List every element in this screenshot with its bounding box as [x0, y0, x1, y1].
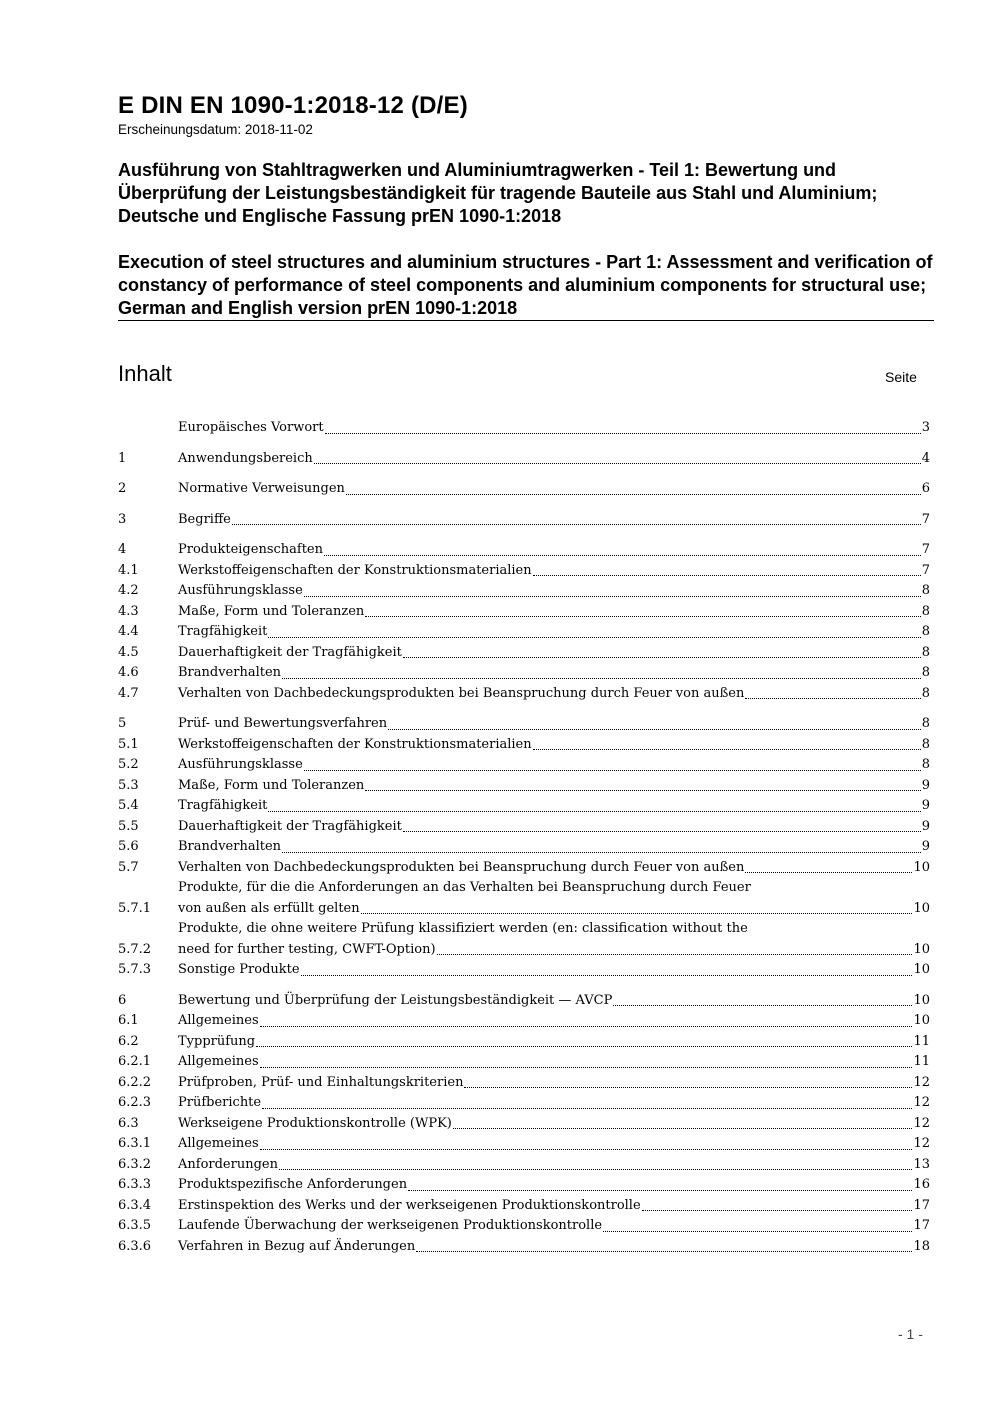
toc-entry-title: Prüf- und Bewertungsverfahren [178, 716, 388, 731]
toc-entry[interactable] [118, 796, 930, 817]
toc-entry-title: Brandverhalten [178, 665, 282, 680]
toc-dot-leader [260, 1067, 913, 1068]
toc-entry-page: 7 [921, 562, 930, 578]
toc-entry[interactable] [118, 991, 930, 1012]
toc-entry[interactable] [118, 837, 930, 858]
toc-entry-number: 6.3.6 [118, 1238, 152, 1254]
toc-page-column-label: Seite [885, 369, 917, 385]
toc-entry[interactable] [118, 858, 930, 879]
toc-entry[interactable] [118, 643, 930, 664]
toc-entry-number: 6.1 [118, 1013, 139, 1028]
title-english: Execution of steel structures and aluminium structures - Part 1: Assessment and verification of constancy of performance of steel components and aluminium components for structural use; German and English version prEN 1090-1:2018 [118, 252, 933, 318]
toc-entry-number: 6.3.2 [118, 1156, 152, 1172]
toc-entry-title-block [178, 663, 922, 684]
toc-dot-leader [408, 1190, 912, 1191]
toc-entry-title: Sonstige Produkte [178, 962, 300, 977]
toc-entry-page: 8 [921, 583, 930, 598]
toc-entry-title-continued: von außen als erfüllt gelten [178, 900, 360, 916]
toc-dot-leader [464, 1087, 912, 1088]
toc-entry-title: Normative Verweisungen [178, 481, 345, 496]
toc-entry-title-block [178, 1052, 913, 1073]
toc-dot-leader [282, 852, 921, 853]
toc-entry-page: 3 [921, 420, 930, 435]
toc-entry-page: 8 [921, 624, 930, 639]
page-number: - 1 - [898, 1326, 923, 1342]
toc-entry-number: 6.3 [118, 1115, 139, 1131]
toc-entry-title-block [178, 1011, 913, 1032]
toc-entry-title-block [178, 919, 913, 960]
toc-entry[interactable] [118, 622, 930, 643]
toc-entry-title: Erstinspektion des Werks und der werkseigenen Produktionskontrolle [178, 1197, 641, 1213]
toc-entry-number: 6.2.3 [118, 1095, 152, 1110]
toc-entry-title-block [178, 1237, 913, 1258]
table-of-contents [118, 418, 930, 1257]
toc-entry-page: 7 [921, 511, 930, 527]
toc-entry-title-continued: need for further testing, CWFT-Option) [178, 941, 436, 957]
toc-entry-page: 17 [913, 1197, 930, 1213]
toc-entry-number: 3 [118, 511, 127, 527]
toc-dot-leader [642, 1210, 913, 1211]
toc-dot-leader [533, 575, 921, 576]
toc-dot-leader [279, 1169, 912, 1170]
toc-entry-page: 10 [913, 859, 930, 875]
toc-entry-title-block [178, 755, 922, 776]
toc-entry-title-block [178, 1093, 913, 1114]
toc-entry[interactable] [118, 919, 930, 960]
toc-entry-title: Maße, Form und Toleranzen [178, 777, 365, 793]
toc-entry-page: 10 [913, 900, 930, 916]
toc-entry[interactable] [118, 755, 930, 776]
toc-entry-number: 5.7.3 [118, 962, 152, 977]
toc-entry-page: 7 [921, 542, 930, 557]
toc-entry-title: Prüfberichte [178, 1095, 262, 1110]
toc-entry-title: Werkseigene Produktionskontrolle (WPK) [178, 1115, 452, 1131]
toc-entry-title: Begriffe [178, 511, 231, 527]
toc-entry[interactable] [118, 1155, 930, 1176]
toc-dot-leader [403, 831, 921, 832]
toc-entry[interactable] [118, 1073, 930, 1094]
toc-entry-page: 13 [913, 1156, 930, 1172]
toc-entry-page: 9 [921, 777, 930, 793]
toc-entry-title-block [178, 837, 922, 858]
toc-entry-number: 6.3.3 [118, 1177, 152, 1192]
toc-entry-title: Typprüfung [178, 1033, 256, 1049]
toc-entry-title: Allgemeines [178, 1013, 259, 1028]
toc-entry-title-block [178, 817, 922, 838]
toc-entry-page: 12 [913, 1115, 930, 1131]
toc-dot-leader [346, 494, 921, 495]
toc-entry-page: 12 [913, 1136, 930, 1151]
toc-entry-title: Maße, Form und Toleranzen [178, 603, 365, 619]
toc-entry-title: Dauerhaftigkeit der Tragfähigkeit [178, 818, 402, 834]
toc-entry-number: 5.5 [118, 818, 139, 834]
toc-entry-title: Allgemeines [178, 1054, 259, 1069]
toc-dot-leader [437, 954, 913, 955]
toc-dot-leader [260, 1026, 913, 1027]
toc-entry-title-block [178, 479, 922, 500]
toc-entry-title: Tragfähigkeit [178, 624, 268, 639]
toc-entry[interactable] [118, 1114, 930, 1135]
toc-entry-title: Ausführungsklasse [178, 757, 303, 772]
toc-entry-title: Anwendungsbereich [178, 450, 313, 466]
toc-dot-leader [361, 913, 913, 914]
toc-entry[interactable] [118, 449, 930, 470]
toc-entry-number: 4.4 [118, 624, 139, 639]
toc-entry-page: 8 [921, 716, 930, 731]
toc-entry[interactable] [118, 1237, 930, 1258]
toc-entry[interactable] [118, 684, 930, 705]
toc-entry-page: 8 [921, 665, 930, 680]
toc-entry[interactable] [118, 735, 930, 756]
toc-dot-leader [453, 1128, 913, 1129]
toc-dot-leader [256, 1046, 912, 1047]
toc-dot-leader [260, 1149, 913, 1150]
toc-entry-title: Dauerhaftigkeit der Tragfähigkeit [178, 644, 402, 660]
toc-entry-title-block [178, 418, 922, 439]
toc-entry-page: 11 [913, 1033, 930, 1049]
toc-dot-leader [324, 555, 921, 556]
toc-dot-leader [403, 657, 921, 658]
toc-entry-number: 6.3.1 [118, 1136, 152, 1151]
toc-entry-number: 5.7.1 [118, 900, 152, 916]
toc-dot-leader [232, 524, 921, 525]
toc-dot-leader [304, 596, 921, 597]
toc-entry[interactable] [118, 714, 930, 735]
toc-entry-title-block [178, 878, 913, 919]
toc-entry-number: 1 [118, 450, 127, 466]
toc-dot-leader [304, 770, 921, 771]
toc-entry-title: Verfahren in Bezug auf Änderungen [178, 1238, 416, 1254]
toc-entry-title-block [178, 1073, 913, 1094]
toc-entry-title-block [178, 858, 913, 879]
toc-entry-number: 2 [118, 481, 127, 496]
toc-entry-title-block [178, 1155, 913, 1176]
toc-entry[interactable] [118, 878, 930, 919]
toc-entry-title-block [178, 449, 922, 470]
toc-entry-number: 4.5 [118, 644, 139, 660]
toc-entry-page: 11 [913, 1054, 930, 1069]
toc-dot-leader [745, 872, 912, 873]
toc-entry-page: 10 [913, 941, 930, 957]
toc-entry-page: 8 [921, 644, 930, 660]
toc-entry-number: 5.7 [118, 859, 139, 875]
toc-entry-number: 6.2 [118, 1033, 139, 1049]
toc-dot-leader [533, 749, 921, 750]
toc-entry-page: 18 [913, 1238, 930, 1254]
toc-entry-title: Tragfähigkeit [178, 798, 268, 813]
toc-entry-title-block [178, 510, 922, 531]
toc-entry[interactable] [118, 510, 930, 531]
toc-entry-page: 10 [913, 962, 930, 977]
toc-entry-number: 6.3.4 [118, 1197, 152, 1213]
toc-entry[interactable] [118, 1216, 930, 1237]
document-code: E DIN EN 1090-1:2018-12 (D/E) [118, 92, 468, 119]
toc-entry[interactable] [118, 540, 930, 561]
toc-entry-page: 9 [921, 839, 930, 854]
toc-entry-number: 5.1 [118, 736, 139, 752]
toc-entry-title: Anforderungen [178, 1156, 278, 1172]
toc-entry-title-block [178, 602, 922, 623]
toc-entry-title-block [178, 540, 922, 561]
toc-dot-leader [613, 1005, 912, 1006]
toc-entry-number: 5.6 [118, 839, 139, 854]
toc-entry-page: 6 [921, 481, 930, 496]
toc-entry-title-block [178, 1196, 913, 1217]
toc-entry-title: Produktspezifische Anforderungen [178, 1177, 408, 1192]
toc-entry-number: 6.2.2 [118, 1074, 152, 1090]
toc-dot-leader [262, 1108, 912, 1109]
toc-entry[interactable] [118, 479, 930, 500]
toc-entry[interactable] [118, 561, 930, 582]
toc-entry-title: Verhalten von Dachbedeckungsprodukten bei Beanspruchung durch Feuer von außen [178, 685, 745, 701]
toc-entry-title-block [178, 1175, 913, 1196]
toc-entry-title: Bewertung und Überprüfung der Leistungsbeständigkeit — AVCP [178, 992, 613, 1008]
toc-entry-title-block [178, 1216, 913, 1237]
toc-entry-title-block [178, 643, 922, 664]
toc-entry[interactable] [118, 418, 930, 439]
toc-entry-title-block [178, 581, 922, 602]
toc-entry-page: 12 [913, 1095, 930, 1110]
toc-entry-title-block [178, 561, 922, 582]
toc-entry[interactable] [118, 581, 930, 602]
toc-entry-page: 9 [921, 818, 930, 834]
toc-entry-title: Werkstoffeigenschaften der Konstruktionsmaterialien [178, 736, 532, 752]
toc-entry-title: Produkte, für die die Anforderungen an das Verhalten bei Beanspruchung durch Feuer [178, 880, 751, 895]
toc-heading: Inhalt [118, 361, 172, 386]
toc-entry-title: Produkteigenschaften [178, 542, 323, 557]
toc-entry-title-block [178, 991, 913, 1012]
toc-dot-leader [325, 433, 921, 434]
toc-entry-title-block [178, 714, 922, 735]
toc-entry[interactable] [118, 1134, 930, 1155]
toc-entry-title: Allgemeines [178, 1136, 259, 1151]
toc-dot-leader [365, 616, 920, 617]
toc-entry[interactable] [118, 663, 930, 684]
toc-entry-page: 8 [921, 757, 930, 772]
toc-entry-number: 5.3 [118, 777, 139, 793]
toc-entry-title: Ausführungsklasse [178, 583, 303, 598]
title-german: Ausführung von Stahltragwerken und Aluminiumtragwerken - Teil 1: Bewertung und Überprüfung der Leistungsbeständigkeit für tragende Bauteile aus Stahl und Aluminium; Deutsche und Englische Fassung prEN 1090-1:2018 [118, 160, 878, 226]
publication-date: Erscheinungsdatum: 2018-11-02 [118, 122, 313, 137]
toc-entry-number: 5.4 [118, 798, 139, 813]
toc-entry[interactable] [118, 1175, 930, 1196]
toc-entry-page: 17 [913, 1218, 930, 1233]
toc-entry-title-block [178, 622, 922, 643]
toc-entry-number: 4.7 [118, 685, 139, 701]
toc-entry-title-block [178, 1032, 913, 1053]
toc-entry[interactable] [118, 1011, 930, 1032]
toc-entry-title: Verhalten von Dachbedeckungsprodukten bei Beanspruchung durch Feuer von außen [178, 859, 745, 875]
toc-entry-page: 8 [921, 603, 930, 619]
toc-entry-title: Brandverhalten [178, 839, 282, 854]
toc-entry-number: 4.1 [118, 562, 139, 578]
toc-entry-title: Laufende Überwachung der werkseigenen Produktionskontrolle [178, 1218, 603, 1233]
toc-entry-number: 4 [118, 542, 127, 557]
toc-entry[interactable] [118, 1196, 930, 1217]
toc-entry-page: 8 [921, 685, 930, 701]
toc-entry-title-block [178, 684, 922, 705]
toc-entry-page: 10 [913, 1013, 930, 1028]
toc-entry-number: 6.2.1 [118, 1054, 152, 1069]
toc-dot-leader [282, 678, 921, 679]
toc-entry-number: 5.2 [118, 757, 139, 772]
toc-dot-leader [745, 698, 920, 699]
toc-dot-leader [416, 1251, 912, 1252]
toc-entry[interactable] [118, 960, 930, 981]
toc-dot-leader [365, 790, 920, 791]
toc-dot-leader [388, 729, 921, 730]
toc-entry-number: 6.3.5 [118, 1218, 152, 1233]
toc-entry[interactable] [118, 602, 930, 623]
toc-dot-leader [268, 811, 920, 812]
toc-entry[interactable] [118, 776, 930, 797]
toc-entry-page: 10 [913, 992, 930, 1008]
toc-entry-number: 6 [118, 992, 127, 1008]
toc-entry-title-block [178, 735, 922, 756]
toc-entry[interactable] [118, 817, 930, 838]
toc-entry-number: 4.2 [118, 583, 139, 598]
toc-entry-number: 5 [118, 716, 127, 731]
toc-entry[interactable] [118, 1093, 930, 1114]
toc-dot-leader [603, 1231, 912, 1232]
toc-entry-title: Werkstoffeigenschaften der Konstruktionsmaterialien [178, 562, 532, 578]
toc-entry-page: 12 [913, 1074, 930, 1090]
toc-dot-leader [301, 975, 913, 976]
toc-entry-page: 16 [913, 1177, 930, 1192]
toc-entry-title: Prüfproben, Prüf- und Einhaltungskriterien [178, 1074, 464, 1090]
toc-dot-leader [268, 637, 920, 638]
toc-entry-page: 4 [921, 450, 930, 466]
toc-entry-title-block [178, 960, 913, 981]
toc-entry-number: 5.7.2 [118, 941, 152, 957]
toc-entry-page: 8 [921, 736, 930, 752]
header-divider [118, 320, 934, 321]
toc-entry-page: 9 [921, 798, 930, 813]
toc-entry-title: Europäisches Vorwort [178, 420, 324, 435]
toc-entry[interactable] [118, 1052, 930, 1073]
toc-entry-number: 4.6 [118, 665, 139, 680]
toc-entry-title-block [178, 1134, 913, 1155]
toc-entry-title: Produkte, die ohne weitere Prüfung klassifiziert werden (en: classification without the [178, 921, 748, 936]
toc-dot-leader [314, 463, 921, 464]
toc-entry-title-block [178, 776, 922, 797]
toc-entry-title-block [178, 796, 922, 817]
toc-entry[interactable] [118, 1032, 930, 1053]
toc-entry-title-block [178, 1114, 913, 1135]
toc-entry-number: 4.3 [118, 603, 139, 619]
